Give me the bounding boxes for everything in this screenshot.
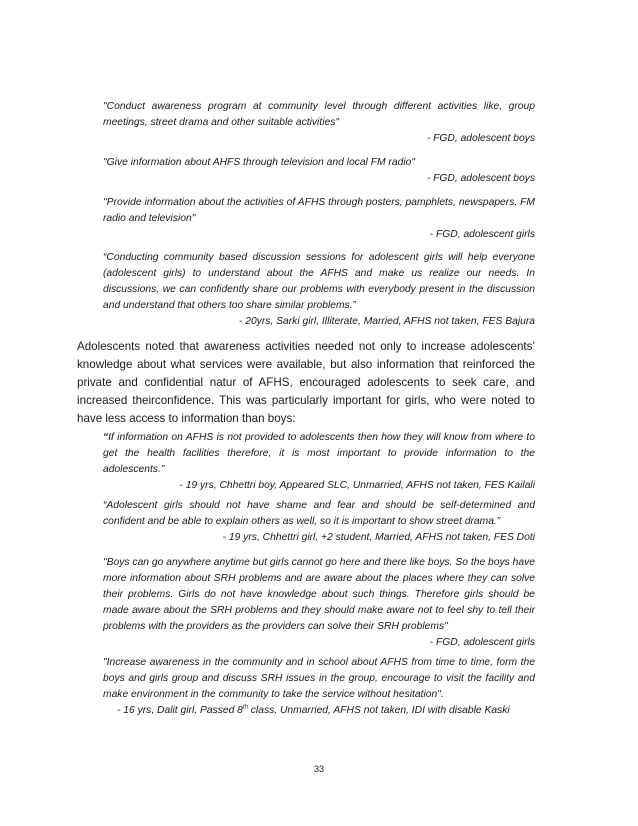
quote-text: "Boys can go anywhere anytime but girls cannot go here and there like boys. So the boys have more information about SRH problems and are aware about the places where they can solve their problems. Girls do not have knowledge about such things. Therefore girls should be made aware about the SRH problems and they should make aware not to feel shy to tell their problems with the providers as the providers can solve their SRH problems": [103, 557, 535, 632]
ordinal-suffix: th: [242, 704, 248, 711]
quote-attribution: - 20yrs, Sarki girl, Illiterate, Married, AFHS not taken, FES Bajura: [238, 316, 535, 327]
quote-body: If information on AFHS is not provided to adolescents then how they will know from where to get the health facilities therefore, it is most important to provide information to the adolescents.”: [103, 432, 535, 475]
quote-text: "Increase awareness in the community and in school about AFHS from time to time, form the boys and girls group and discuss SRH issues in the group, encourage to visit the facility and make environment in the community to take the service without hesitation".: [103, 657, 535, 700]
quote-block: [103, 99, 535, 147]
body-paragraph: Adolescents noted that awareness activities needed not only to increase adolescents’ knowledge about what services were available, but also information that reinforced the private and confidential natur of AFHS, encouraged adolescents to seek care, and increased theirconfidence. This was particularly important for girls, who were noted to have less access to information than boys:: [77, 340, 535, 425]
quote-block: [103, 155, 535, 187]
quote-block: [103, 430, 535, 494]
quote-text: "Provide information about the activities of AFHS through posters, pamphlets, newspapers, FM radio and television": [103, 197, 535, 224]
quote-attribution: - FGD, adolescent girls: [429, 229, 535, 240]
quote-text: “Adolescent girls should not have shame and fear and should be self-determined and confident and be able to explain others as well, so it is important to show street drama.”: [103, 500, 535, 527]
quote-block: [103, 555, 535, 651]
attribution-part: - 16 yrs, Dalit girl, Passed 8: [117, 705, 243, 716]
quote-text: [103, 430, 535, 478]
quote-block: [103, 195, 535, 243]
quote-attribution: - FGD, adolescent boys: [426, 133, 535, 144]
page-number: 33: [313, 764, 324, 774]
quote-text: "Give information about AHFS through television and local FM radio": [103, 157, 415, 168]
quote-attribution: [103, 703, 535, 719]
quote-attribution: - FGD, adolescent boys: [426, 173, 535, 184]
attribution-part: class, Unmarried, AFHS not taken, IDI with disable Kaski: [247, 705, 510, 716]
quote-attribution: - 19 yrs, Chhettri boy, Appeared SLC, Unmarried, AFHS not taken, FES Kailali: [179, 480, 535, 491]
quote-block: [103, 498, 535, 546]
quote-text: "Conduct awareness program at community level through different activities like, group meetings, street drama and other suitable activities": [103, 101, 535, 128]
quote-block: [103, 250, 535, 330]
quote-text: “Conducting community based discussion sessions for adolescent girls will help everyone (adolescent girls) to understand about the AFHS and make us realize our needs. In discussions, we can confidently share our problems with everybody present in the discussion and understand that others too share similar problems.”: [103, 252, 535, 311]
quote-attribution: - FGD, adolescent girls: [429, 637, 535, 648]
quote-attribution: - 19 yrs, Chhettri girl, +2 student, Married, AFHS not taken, FES Doti: [222, 532, 535, 543]
quote-lead-mark: “: [103, 432, 109, 443]
quote-block: [103, 655, 535, 719]
